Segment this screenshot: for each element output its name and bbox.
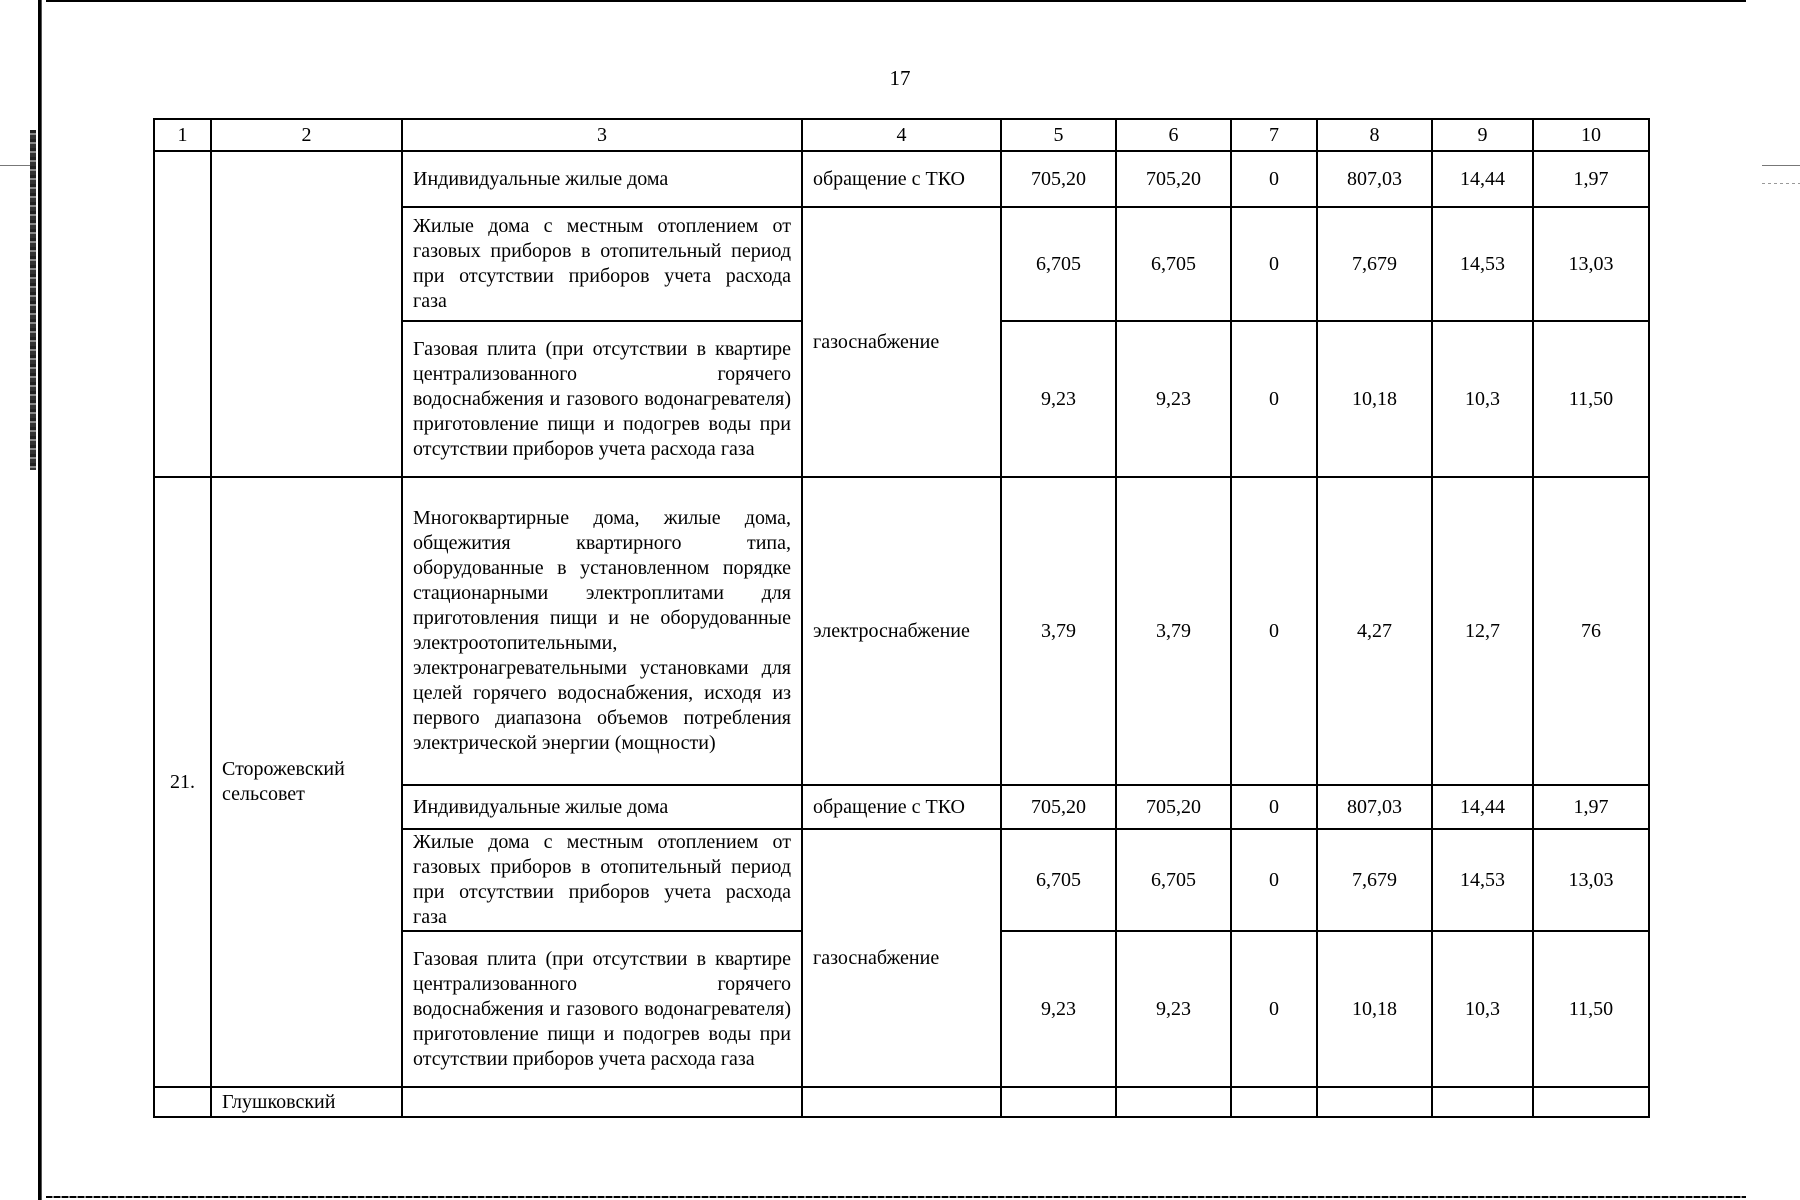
header-cell: 4 xyxy=(802,119,1001,151)
header-cell: 8 xyxy=(1317,119,1432,151)
value-cell: 0 xyxy=(1231,207,1317,321)
table-row xyxy=(154,477,1649,785)
value-cell: 0 xyxy=(1231,931,1317,1087)
value-cell: 11,50 xyxy=(1533,931,1649,1087)
tariff-table xyxy=(153,118,1650,1118)
value-cell: 11,50 xyxy=(1533,321,1649,477)
value-cell: 6,705 xyxy=(1001,207,1116,321)
value-cell xyxy=(1001,1087,1116,1117)
value-cell xyxy=(1432,1087,1533,1117)
description-cell: Жилые дома с местным отоплением от газовых приборов в отопительный период при отсутствии приборов учета расхода газа xyxy=(402,829,802,931)
value-cell: 6,705 xyxy=(1116,207,1231,321)
description-cell: Жилые дома с местным отоплением от газовых приборов в отопительный период при отсутствии приборов учета расхода газа xyxy=(402,207,802,321)
scan-left-edge xyxy=(38,0,46,1200)
value-cell: 9,23 xyxy=(1001,931,1116,1087)
value-cell: 0 xyxy=(1231,477,1317,785)
value-cell: 1,97 xyxy=(1533,785,1649,829)
value-cell: 12,7 xyxy=(1432,477,1533,785)
value-cell: 13,03 xyxy=(1533,829,1649,931)
service-cell: газоснабжение xyxy=(802,829,1001,1087)
scan-left-tick xyxy=(0,165,30,166)
row-number-cell xyxy=(154,1087,211,1117)
service-cell: обращение с ТКО xyxy=(802,151,1001,207)
service-cell: электроснабжение xyxy=(802,477,1001,785)
value-cell: 0 xyxy=(1231,829,1317,931)
value-cell: 807,03 xyxy=(1317,151,1432,207)
value-cell: 807,03 xyxy=(1317,785,1432,829)
value-cell: 3,79 xyxy=(1116,477,1231,785)
value-cell xyxy=(1231,1087,1317,1117)
settlement-cell: Сторожевский сельсовет xyxy=(211,477,402,1087)
value-cell: 705,20 xyxy=(1001,785,1116,829)
value-cell: 6,705 xyxy=(1116,829,1231,931)
value-cell: 0 xyxy=(1231,151,1317,207)
settlement-cell xyxy=(211,151,402,477)
value-cell: 10,18 xyxy=(1317,931,1432,1087)
value-cell: 6,705 xyxy=(1001,829,1116,931)
value-cell: 9,23 xyxy=(1001,321,1116,477)
value-cell: 76 xyxy=(1533,477,1649,785)
scan-top-edge xyxy=(46,0,1746,2)
value-cell: 14,44 xyxy=(1432,151,1533,207)
header-cell: 1 xyxy=(154,119,211,151)
header-cell: 3 xyxy=(402,119,802,151)
header-cell: 10 xyxy=(1533,119,1649,151)
header-cell: 2 xyxy=(211,119,402,151)
header-row xyxy=(154,119,1649,151)
settlement-cell: Глушковский xyxy=(211,1087,402,1117)
row-number-cell xyxy=(154,151,211,477)
service-cell: газоснабжение xyxy=(802,207,1001,477)
value-cell xyxy=(1116,1087,1231,1117)
service-cell xyxy=(802,1087,1001,1117)
value-cell: 14,53 xyxy=(1432,829,1533,931)
value-cell xyxy=(1317,1087,1432,1117)
description-cell: Многоквартирные дома, жилые дома, общежития квартирного типа, оборудованные в установленном порядке стационарными электроплитами для приготовления пищи и не оборудованные электроотопительными, электронагревательными установками для целей горячего водоснабжения, исходя из первого диапазона объемов потребления электрической энергии (мощности) xyxy=(402,477,802,785)
service-cell: обращение с ТКО xyxy=(802,785,1001,829)
value-cell: 0 xyxy=(1231,321,1317,477)
value-cell: 9,23 xyxy=(1116,931,1231,1087)
value-cell: 13,03 xyxy=(1533,207,1649,321)
header-cell: 6 xyxy=(1116,119,1231,151)
value-cell: 1,97 xyxy=(1533,151,1649,207)
header-cell: 7 xyxy=(1231,119,1317,151)
value-cell: 0 xyxy=(1231,785,1317,829)
scan-right-tick xyxy=(1762,165,1800,166)
page-number: 17 xyxy=(889,66,911,90)
value-cell: 7,679 xyxy=(1317,207,1432,321)
value-cell: 10,18 xyxy=(1317,321,1432,477)
row-number-cell: 21. xyxy=(154,477,211,1087)
description-cell xyxy=(402,1087,802,1117)
value-cell: 705,20 xyxy=(1116,151,1231,207)
scan-left-artifact xyxy=(30,130,36,470)
description-cell: Газовая плита (при отсутствии в квартире централизованного горячего водоснабжения и газового водонагревателя) приготовление пищи и подогрев воды при отсутствии приборов учета расхода газа xyxy=(402,321,802,477)
table-row xyxy=(154,1087,1649,1117)
value-cell: 4,27 xyxy=(1317,477,1432,785)
value-cell: 14,53 xyxy=(1432,207,1533,321)
value-cell xyxy=(1533,1087,1649,1117)
description-cell: Индивидуальные жилые дома xyxy=(402,785,802,829)
value-cell: 10,3 xyxy=(1432,931,1533,1087)
header-cell: 5 xyxy=(1001,119,1116,151)
header-cell: 9 xyxy=(1432,119,1533,151)
table-row xyxy=(154,151,1649,207)
scan-bottom-edge xyxy=(46,1196,1746,1198)
value-cell: 9,23 xyxy=(1116,321,1231,477)
scan-right-tick-dashed xyxy=(1762,183,1800,184)
value-cell: 705,20 xyxy=(1116,785,1231,829)
value-cell: 10,3 xyxy=(1432,321,1533,477)
value-cell: 3,79 xyxy=(1001,477,1116,785)
value-cell: 705,20 xyxy=(1001,151,1116,207)
value-cell: 7,679 xyxy=(1317,829,1432,931)
value-cell: 14,44 xyxy=(1432,785,1533,829)
description-cell: Газовая плита (при отсутствии в квартире централизованного горячего водоснабжения и газового водонагревателя) приготовление пищи и подогрев воды при отсутствии приборов учета расхода газа xyxy=(402,931,802,1087)
description-cell: Индивидуальные жилые дома xyxy=(402,151,802,207)
